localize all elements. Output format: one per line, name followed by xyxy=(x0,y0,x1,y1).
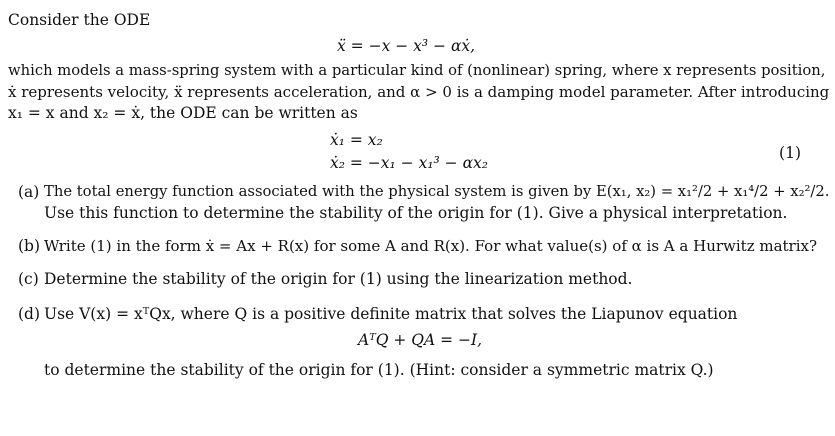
part-d-line-1: Use V(x) = xᵀQx, where Q is a positive definite matrix that solves the Liapunov equation xyxy=(44,305,738,323)
system-equation-1: ẋ₁ = x₂ xyxy=(330,131,383,149)
part-a-line-1: The total energy function associated with the physical system is given by E(x₁, x₂) = x₁²/2 + x₁⁴/2 + x₂²/2. xyxy=(44,183,830,200)
system-equation-2: ẋ₂ = −x₁ − x₁³ − αx₂ xyxy=(330,154,489,172)
part-c-label: (c) xyxy=(18,270,39,288)
part-d-label: (d) xyxy=(18,305,41,323)
description-line-1: which models a mass-spring system with a particular kind of (nonlinear) spring, where x represents position, xyxy=(8,62,826,79)
liapunov-equation: AᵀQ + QA = −I, xyxy=(358,331,483,349)
part-a-line-2: Use this function to determine the stability of the origin for (1). Give a physical interpretation. xyxy=(44,204,788,222)
part-b-label: (b) xyxy=(18,237,41,255)
intro-text: Consider the ODE xyxy=(8,11,151,29)
equation-number: (1) xyxy=(779,144,801,162)
ode-equation: ẍ = −x − x³ − αẋ, xyxy=(337,37,476,55)
part-b-line-1: Write (1) in the form ẋ = Ax + R(x) for some A and R(x). For what value(s) of α is A a Hurwitz matrix? xyxy=(44,237,818,255)
description-line-3: x₁ = x and x₂ = ẋ, the ODE can be written as xyxy=(8,104,358,122)
part-a-label: (a) xyxy=(18,183,40,201)
part-c-line-1: Determine the stability of the origin for (1) using the linearization method. xyxy=(44,270,633,288)
part-d-line-2: to determine the stability of the origin for (1). (Hint: consider a symmetric matrix Q.) xyxy=(44,361,714,379)
description-line-2: ẋ represents velocity, ẍ represents acceleration, and α > 0 is a damping model parameter. After introducing xyxy=(8,83,830,101)
